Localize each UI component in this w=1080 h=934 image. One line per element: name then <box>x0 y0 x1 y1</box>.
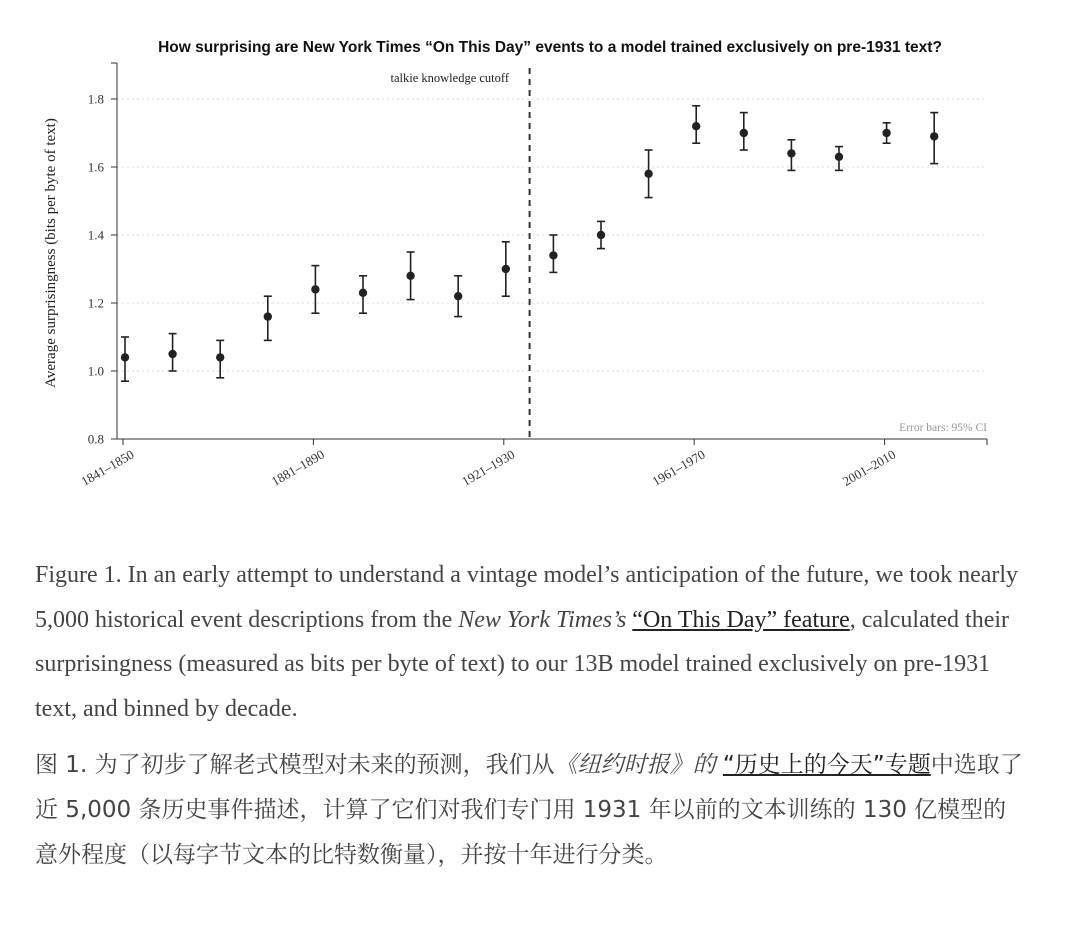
x-tick-label: 1841–1850 <box>78 446 137 489</box>
x-tick-label: 1881–1890 <box>268 446 327 489</box>
figure-caption-chinese <box>35 743 1025 878</box>
caption-zh-prefix: 图 1. 为了初步了解老式模型对未来的预测，我们从 <box>35 752 555 778</box>
figure-caption-english <box>35 553 1025 731</box>
data-point-1930s <box>549 235 557 272</box>
caption-en-publication: New York Times’s <box>458 606 627 633</box>
caption-zh-suffix: 中选取了近 5,000 条历史事件描述，计算了它们对我们专门用 1931 年以前的文本训练的 130 亿模型的意外程度（以每字节文本的比特数衡量），并按十年进行分类。 <box>35 752 1023 868</box>
data-point-1950s <box>644 150 652 198</box>
point-marker <box>311 285 319 293</box>
data-point-1890s <box>359 276 367 313</box>
x-tick-label: 1961–1970 <box>649 446 708 489</box>
y-tick-label: 1.2 <box>87 295 104 311</box>
data-point-1970s <box>740 113 748 150</box>
data-point-1880s <box>311 266 319 314</box>
x-tick-label: 2001–2010 <box>839 446 899 489</box>
caption-zh-space <box>716 752 723 778</box>
point-marker <box>121 353 129 361</box>
point-marker <box>692 122 700 130</box>
data-point-1960s <box>692 106 700 143</box>
error-bar-note: Error bars: 95% CI <box>899 422 987 434</box>
point-marker <box>930 132 938 140</box>
y-tick-label: 0.8 <box>87 431 104 447</box>
point-marker <box>644 170 652 178</box>
data-point-2010s <box>930 113 938 164</box>
axes <box>78 63 987 489</box>
point-marker <box>168 350 176 358</box>
y-tick-label: 1.4 <box>87 227 104 243</box>
data-point-1940s <box>597 221 605 248</box>
data-point-1910s <box>454 276 462 317</box>
point-marker <box>740 129 748 137</box>
y-tick-label: 1.0 <box>87 363 104 379</box>
point-marker <box>787 149 795 157</box>
data-point-1850s <box>168 334 176 371</box>
caption-en-suffix: , calculated their surprisingness (measured as bits per byte of text) to our 13B model trained exclusively on pre-1931 text, and binned by decade. <box>35 606 1010 722</box>
point-marker <box>835 153 843 161</box>
on-this-day-link-zh[interactable]: “历史上的今天”专题 <box>722 752 931 778</box>
data-point-1870s <box>264 296 272 340</box>
data-point-1990s <box>835 147 843 171</box>
point-marker <box>264 312 272 320</box>
y-tick-label: 1.8 <box>87 91 104 107</box>
y-tick-label: 1.6 <box>87 159 104 175</box>
point-marker <box>597 231 605 239</box>
data-point-1900s <box>406 252 414 300</box>
cutoff-label: talkie knowledge cutoff <box>390 71 509 85</box>
chart-title: How surprising are New York Times “On This Day” events to a model trained exclusively on pre-1931 text? <box>158 39 942 56</box>
point-marker <box>549 251 557 259</box>
data-point-1860s <box>216 340 224 377</box>
caption-zh-publication: 《纽约时报》的 <box>554 752 716 778</box>
point-marker <box>882 129 890 137</box>
caption-en-prefix: Figure 1. In an early attempt to understand a vintage model’s anticipation of the future, we took nearly 5,000 historical event descriptions from the <box>35 562 1019 633</box>
data-point-1980s <box>787 140 795 171</box>
data-point-1920s <box>502 242 510 296</box>
point-marker <box>502 265 510 273</box>
on-this-day-link[interactable]: “On This Day” feature <box>632 606 850 633</box>
x-tick-label: 1921–1930 <box>459 446 518 489</box>
data-point-1840s <box>121 337 129 381</box>
data-point-2000s <box>882 123 890 143</box>
point-marker <box>216 353 224 361</box>
point-marker <box>454 292 462 300</box>
point-marker <box>406 272 414 280</box>
y-axis-label: Average surprisingness (bits per byte of text) <box>43 118 59 388</box>
point-marker <box>359 289 367 297</box>
